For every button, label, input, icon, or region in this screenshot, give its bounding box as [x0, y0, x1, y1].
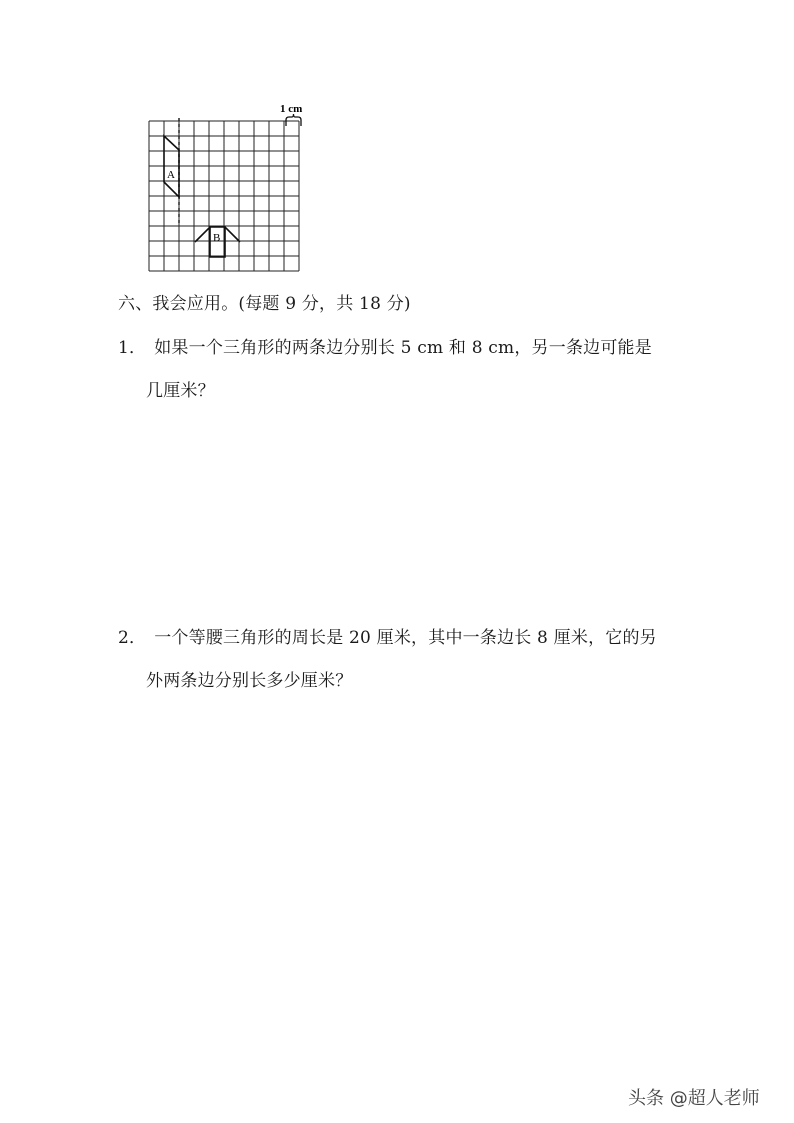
question-2-number: 2．	[118, 628, 147, 648]
question-2-text-line1: 一个等腰三角形的周长是 20 厘米，其中一条边长 8 厘米，它的另	[154, 628, 657, 648]
question-1-text-line2: 几厘米？	[146, 381, 215, 401]
question-1-text-line1: 如果一个三角形的两条边分别长 5 cm 和 8 cm，另一条边可能是	[154, 338, 652, 358]
question-2-text-line2: 外两条边分别长多少厘米？	[146, 671, 353, 691]
question-2	[118, 626, 657, 650]
question-1-number: 1．	[118, 338, 147, 358]
grid-figure	[140, 98, 310, 282]
shape-b-label: B	[213, 232, 221, 244]
scale-label: 1 cm	[280, 103, 303, 115]
square-grid	[140, 98, 310, 278]
shape-a-label: A	[167, 169, 175, 181]
question-1	[118, 336, 652, 360]
watermark: 头条 @超人老师	[628, 1088, 760, 1109]
section-title: 六、我会应用。(每题 9 分，共 18 分)	[118, 294, 411, 314]
